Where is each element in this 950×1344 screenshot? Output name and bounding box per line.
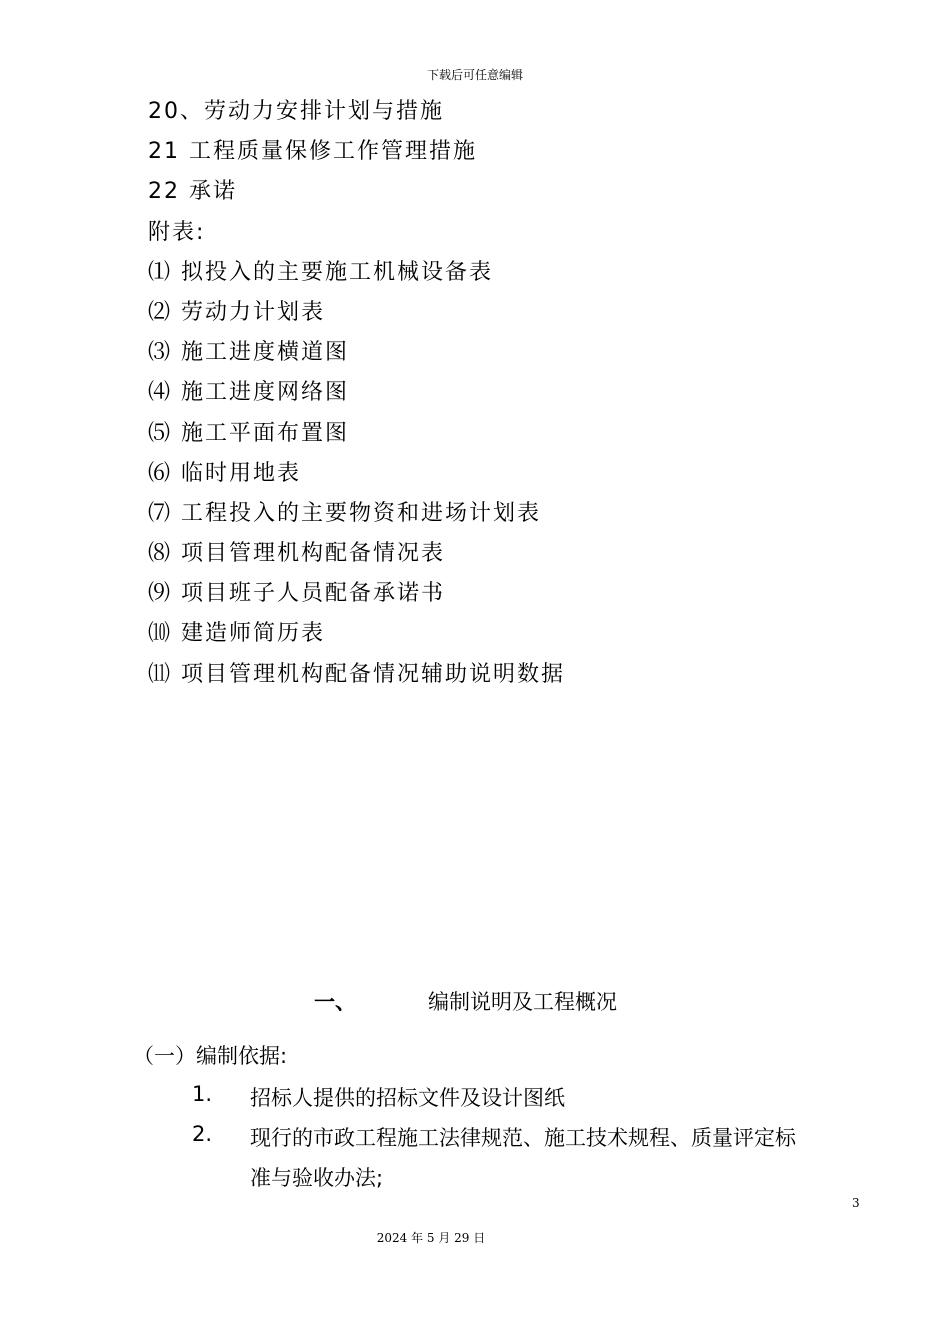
list-item-number: 2. <box>192 1122 213 1146</box>
list-item-text: 现行的市政工程施工法律规范、施工技术规程、质量评定标 <box>250 1126 796 1150</box>
page-footer-date: 2024 年 5 月 29 日 <box>376 1231 486 1245</box>
toc-item: 20、劳动力安排计划与措施 <box>148 99 444 124</box>
table-of-contents <box>148 92 565 695</box>
section-number: 一、 <box>314 990 356 1014</box>
page-number: 3 <box>852 1196 860 1210</box>
toc-item: ⑴ 拟投入的主要施工机械设备表 <box>148 259 493 285</box>
section-title: 编制说明及工程概况 <box>428 990 617 1014</box>
toc-item: ⑶ 施工进度横道图 <box>148 340 349 366</box>
toc-item: ⑷ 施工进度网络图 <box>148 380 349 406</box>
list-item-continuation: 准与验收办法; <box>250 1166 384 1190</box>
toc-item: ⑼ 项目班子人员配备承诺书 <box>148 581 445 607</box>
list-item-number: 1. <box>192 1082 213 1106</box>
page-header: 下载后可任意编辑 <box>426 68 523 82</box>
list-item-text: 招标人提供的招标文件及设计图纸 <box>250 1086 565 1110</box>
toc-item: ⑺ 工程投入的主要物资和进场计划表 <box>148 500 541 526</box>
toc-item: ⑽ 建造师简历表 <box>148 621 325 647</box>
toc-item: ⑹ 临时用地表 <box>148 460 301 486</box>
toc-item: ⑵ 劳动力计划表 <box>148 299 325 325</box>
toc-item: 附表: <box>148 219 206 245</box>
toc-item: ⑾ 项目管理机构配备情况辅助说明数据 <box>148 661 565 687</box>
subsection-title: （一）编制依据: <box>133 1044 288 1068</box>
toc-item: ⑻ 项目管理机构配备情况表 <box>148 541 445 567</box>
toc-item: ⑸ 施工平面布置图 <box>148 420 349 446</box>
toc-item: 21 工程质量保修工作管理措施 <box>148 139 477 165</box>
toc-item: 22 承诺 <box>148 179 237 205</box>
